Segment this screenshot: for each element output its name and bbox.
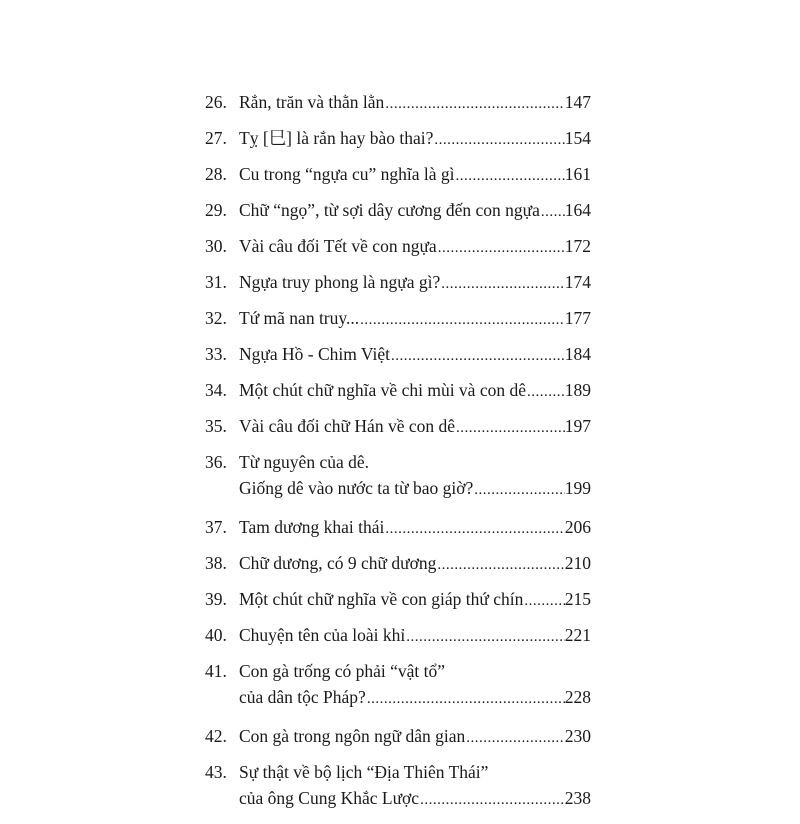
toc-entry-title: Con gà trống có phải “vật tổ” <box>239 661 446 681</box>
toc-entry-body <box>239 197 591 233</box>
toc-entry-line <box>239 125 591 151</box>
toc-entry-number: 39. <box>205 589 227 609</box>
toc-entry <box>205 449 591 514</box>
toc-entry-page-number: 154 <box>564 128 591 148</box>
toc-entry-line <box>239 759 591 785</box>
toc-entry <box>205 759 591 824</box>
toc-entry <box>205 269 591 305</box>
toc-entry <box>205 305 591 341</box>
toc-entry-page-number: 189 <box>564 380 591 400</box>
dot-leader <box>455 163 565 189</box>
toc-entry-title: Ngựa Hồ - Chim Việt <box>239 344 391 364</box>
toc-entry <box>205 341 591 377</box>
toc-entry-page-number: 228 <box>564 687 591 707</box>
toc-entry-line <box>239 514 591 540</box>
toc-entry-title: Tỵ [巳] là rắn hay bào thai? <box>239 128 434 148</box>
toc-entry-title: của ông Cung Khắc Lược <box>239 788 420 808</box>
toc-entry-body <box>239 413 591 449</box>
toc-entry-title: của dân tộc Pháp? <box>239 687 366 707</box>
toc-entry-page-number: 172 <box>564 236 591 256</box>
toc-entry-body <box>239 550 591 586</box>
toc-entry-number: 29. <box>205 200 227 220</box>
toc-entry-line <box>239 785 591 811</box>
toc-entry <box>205 377 591 413</box>
toc-entry <box>205 233 591 269</box>
toc-entry-page-number: 164 <box>564 200 591 220</box>
toc-entry-number: 41. <box>205 661 227 681</box>
toc-entry-number: 33. <box>205 344 227 364</box>
toc-entry-page-number: 206 <box>564 517 591 537</box>
toc-entry-body <box>239 125 591 161</box>
toc-entry-body <box>239 305 591 341</box>
toc-entry-title: Tam dương khai thái <box>239 517 385 537</box>
toc-entry-number: 35. <box>205 416 227 436</box>
toc-entry-page-number: 230 <box>564 726 591 746</box>
toc-entry-body <box>239 449 591 514</box>
toc-entry <box>205 197 591 233</box>
toc-entry-title: Vài câu đối Tết về con ngựa <box>239 236 437 256</box>
table-of-contents <box>205 89 591 824</box>
toc-entry <box>205 161 591 197</box>
toc-entry-page-number: 215 <box>564 589 591 609</box>
toc-entry-line <box>239 622 591 648</box>
toc-entry-page-number: 221 <box>564 625 591 645</box>
dot-leader <box>390 343 565 369</box>
toc-entry-line <box>239 377 591 403</box>
toc-entry <box>205 550 591 586</box>
toc-entry <box>205 622 591 658</box>
toc-entry-line <box>239 305 591 331</box>
toc-entry-body <box>239 759 591 824</box>
toc-entry-number: 31. <box>205 272 227 292</box>
dot-leader <box>436 552 564 578</box>
toc-entry-body <box>239 586 591 622</box>
toc-entry-body <box>239 723 591 759</box>
toc-entry-line <box>239 233 591 259</box>
toc-entry-title: Vài câu đối chữ Hán về con dê <box>239 416 455 436</box>
toc-entry-title: Rắn, trăn và thằn lằn <box>239 92 385 112</box>
toc-entry-number: 26. <box>205 92 227 112</box>
toc-entry-page-number: 238 <box>564 788 591 808</box>
dot-leader <box>523 588 564 614</box>
toc-entry-body <box>239 161 591 197</box>
toc-entry-line <box>239 341 591 367</box>
dot-leader <box>405 624 565 650</box>
toc-entry-title: Con gà trong ngôn ngữ dân gian <box>239 726 466 746</box>
dot-leader <box>540 199 565 225</box>
dot-leader <box>440 271 565 297</box>
toc-entry-line <box>239 413 591 439</box>
toc-entry-body <box>239 269 591 305</box>
toc-entry-page-number: 174 <box>564 272 591 292</box>
toc-entry-number: 28. <box>205 164 227 184</box>
toc-entry-body <box>239 377 591 413</box>
toc-entry-body <box>239 658 591 723</box>
dot-leader <box>366 686 565 712</box>
toc-entry-body <box>239 622 591 658</box>
dot-leader <box>465 725 564 751</box>
toc-entry-body <box>239 89 591 125</box>
toc-entry-line <box>239 89 591 115</box>
toc-entry-title: Một chút chữ nghĩa về con giáp thứ chín <box>239 589 524 609</box>
toc-entry-number: 37. <box>205 517 227 537</box>
toc-entry-page-number: 147 <box>564 92 591 112</box>
toc-entry-line <box>239 449 591 475</box>
toc-entry-page-number: 197 <box>564 416 591 436</box>
toc-entry-line <box>239 684 591 710</box>
toc-entry-line <box>239 586 591 612</box>
toc-entry-number: 40. <box>205 625 227 645</box>
toc-entry-body <box>239 341 591 377</box>
toc-entry-page-number: 199 <box>564 478 591 498</box>
dot-leader <box>384 516 564 542</box>
toc-entry-number: 34. <box>205 380 227 400</box>
toc-entry-body <box>239 514 591 550</box>
toc-entry-page-number: 184 <box>564 344 591 364</box>
toc-entry-page-number: 161 <box>564 164 591 184</box>
toc-entry-title: Sự thật về bộ lịch “Địa Thiên Thái” <box>239 762 489 782</box>
toc-entry-page-number: 210 <box>564 553 591 573</box>
toc-entry <box>205 586 591 622</box>
toc-entry <box>205 413 591 449</box>
dot-leader <box>359 307 565 333</box>
toc-entry-line <box>239 475 591 501</box>
toc-entry-number: 27. <box>205 128 227 148</box>
dot-leader <box>433 127 564 153</box>
toc-entry-line <box>239 197 591 223</box>
toc-entry-number: 32. <box>205 308 227 328</box>
toc-entry-page-number: 177 <box>564 308 591 328</box>
dot-leader <box>437 235 565 261</box>
toc-entry-line <box>239 161 591 187</box>
toc-entry-title: Chữ “ngọ”, từ sợi dây cương đến con ngựa <box>239 200 540 220</box>
toc-entry-number: 36. <box>205 452 227 472</box>
dot-leader <box>419 787 565 813</box>
dot-leader <box>455 415 565 441</box>
toc-entry-number: 43. <box>205 762 227 782</box>
toc-entry <box>205 658 591 723</box>
toc-entry-line <box>239 723 591 749</box>
toc-entry-title: Tứ mã nan truy... <box>239 308 360 328</box>
toc-entry-title: Chữ dương, có 9 chữ dương <box>239 553 437 573</box>
dot-leader <box>384 91 564 117</box>
toc-entry <box>205 89 591 125</box>
toc-entry-line <box>239 269 591 295</box>
toc-entry-title: Từ nguyên của dê. <box>239 452 369 472</box>
toc-entry-body <box>239 233 591 269</box>
toc-entry-line <box>239 658 591 684</box>
toc-entry-number: 38. <box>205 553 227 573</box>
toc-entry-line <box>239 550 591 576</box>
dot-leader <box>526 379 565 405</box>
toc-entry-title: Ngựa truy phong là ngựa gì? <box>239 272 441 292</box>
toc-entry-number: 42. <box>205 726 227 746</box>
dot-leader <box>473 477 564 503</box>
toc-entry <box>205 723 591 759</box>
toc-entry <box>205 125 591 161</box>
toc-entry-title: Giống dê vào nước ta từ bao giờ? <box>239 478 474 498</box>
toc-entry-title: Chuyện tên của loài khỉ <box>239 625 406 645</box>
toc-entry-title: Một chút chữ nghĩa về chi mùi và con dê <box>239 380 526 400</box>
toc-entry-title: Cu trong “ngựa cu” nghĩa là gì <box>239 164 455 184</box>
toc-entry-number: 30. <box>205 236 227 256</box>
toc-entry <box>205 514 591 550</box>
